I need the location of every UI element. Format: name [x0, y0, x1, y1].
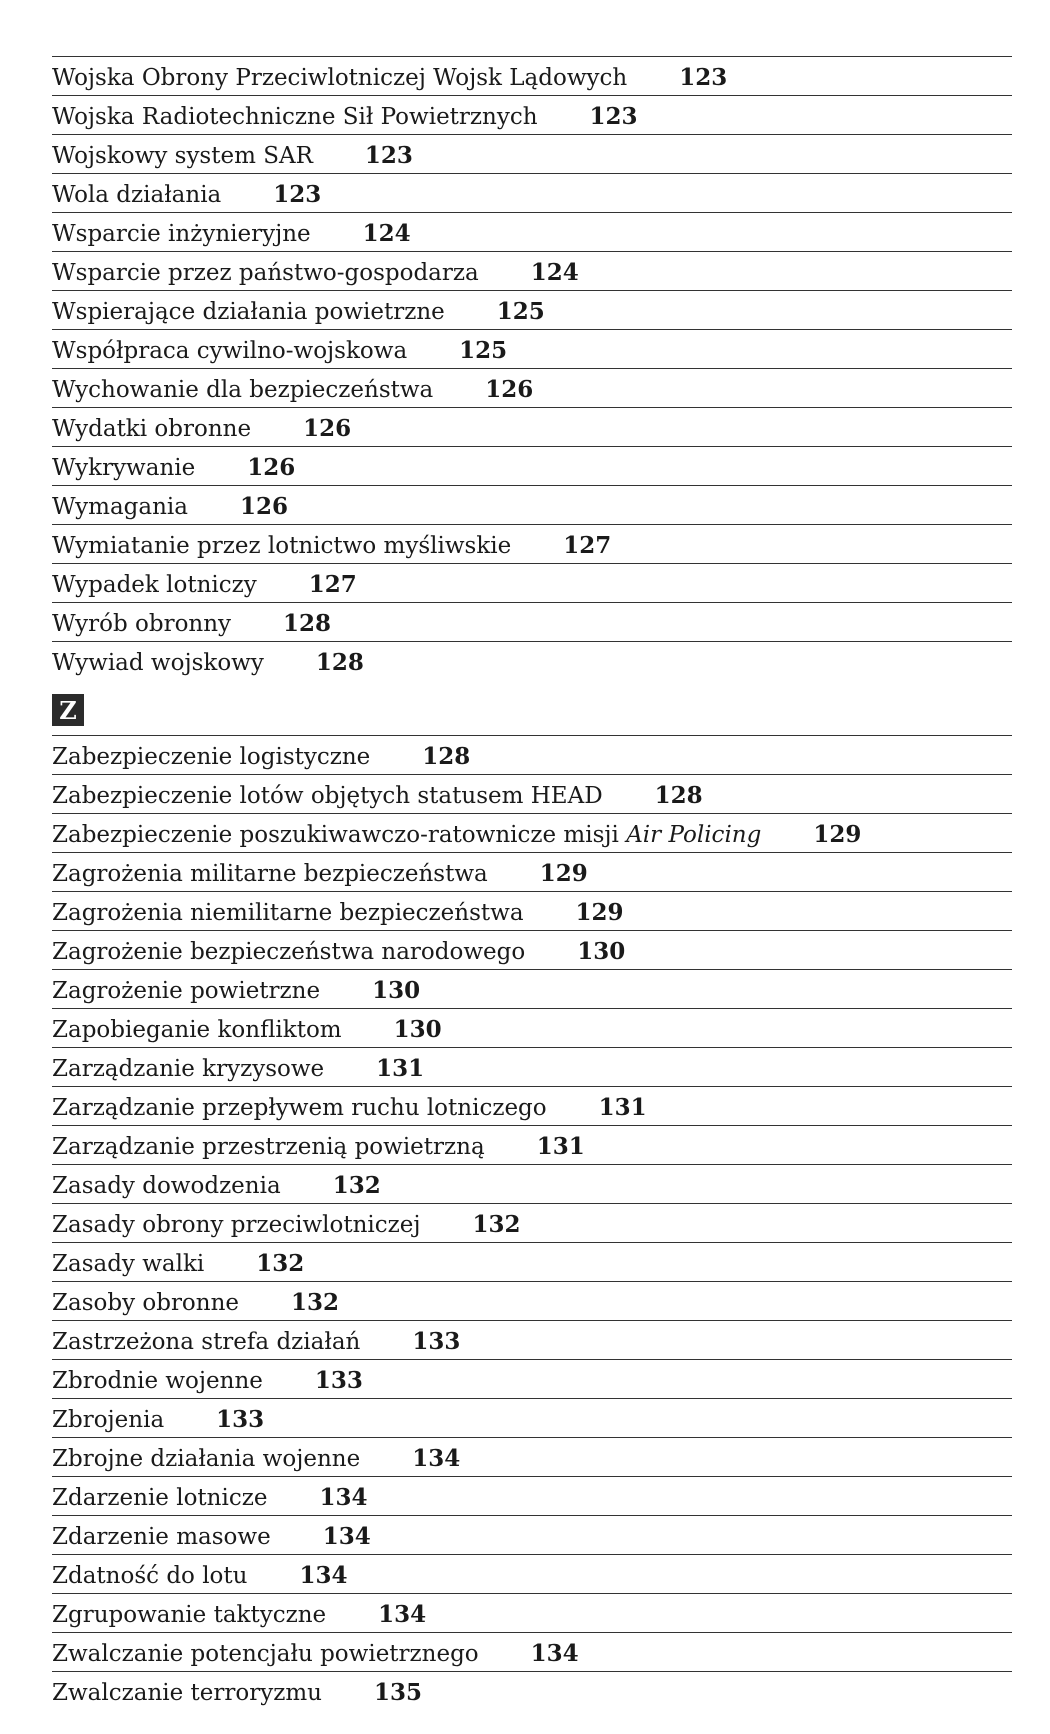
page-number: 127: [308, 571, 357, 598]
index-entry: [52, 446, 1012, 485]
index-entry: [52, 212, 1012, 251]
index-entry: [52, 563, 1012, 602]
index-entry: [52, 641, 1012, 680]
index-term-italic: Air Policing: [626, 822, 762, 848]
index-term: Zapobieganie konfliktom: [52, 1017, 342, 1043]
page-number: 124: [362, 220, 411, 247]
page-number: 123: [364, 142, 413, 169]
index-term: Wojskowy system SAR: [52, 143, 313, 169]
index-section-z: [52, 735, 1012, 1710]
index-term: Zasady obrony przeciwlotniczej: [52, 1212, 421, 1238]
index-entry: [52, 1320, 1012, 1359]
index-term: Zabezpieczenie logistyczne: [52, 744, 371, 770]
index-entry: [52, 407, 1012, 446]
index-term: Wykrywanie: [52, 455, 196, 481]
index-term: Zbrojenia: [52, 1407, 165, 1433]
index-term: Zagrożenia niemilitarne bezpieczeństwa: [52, 900, 524, 926]
page-number: 129: [813, 821, 862, 848]
page-number: 128: [283, 610, 332, 637]
index-entry: [52, 251, 1012, 290]
index-entry: [52, 1086, 1012, 1125]
index-term: Wyrób obronny: [52, 611, 232, 637]
page-number: 123: [589, 103, 638, 130]
page-number: 134: [530, 1640, 579, 1667]
page-number: 134: [412, 1445, 461, 1472]
index-term: Wola działania: [52, 182, 222, 208]
page-number: 134: [299, 1562, 348, 1589]
page-number: 132: [291, 1289, 340, 1316]
index-entry: [52, 735, 1012, 774]
index-entry: [52, 852, 1012, 891]
page-number: 135: [373, 1679, 422, 1706]
page-number: 133: [412, 1328, 461, 1355]
index-entry: [52, 1164, 1012, 1203]
page-number: 130: [577, 938, 626, 965]
page-number: 131: [376, 1055, 425, 1082]
index-entry: [52, 774, 1012, 813]
page-number: 128: [422, 743, 471, 770]
index-entry: [52, 969, 1012, 1008]
index-term: Zwalczanie potencjału powietrznego: [52, 1641, 479, 1667]
index-entry: [52, 524, 1012, 563]
index-term: Zabezpieczenie lotów objętych statusem HEAD: [52, 783, 603, 809]
index-term: Zgrupowanie taktyczne: [52, 1602, 327, 1628]
index-term-text: Zabezpieczenie poszukiwawczo-ratownicze misji: [52, 822, 627, 848]
index-entry: [52, 1242, 1012, 1281]
page-number: 130: [372, 977, 421, 1004]
page-number: 134: [378, 1601, 427, 1628]
index-term: Zdarzenie masowe: [52, 1524, 271, 1550]
index-entry: [52, 1515, 1012, 1554]
page-number: 123: [273, 181, 322, 208]
index-entry: [52, 891, 1012, 930]
page-number: 132: [472, 1211, 521, 1238]
index-term: Wspierające działania powietrzne: [52, 299, 445, 325]
index-term: Zdarzenie lotnicze: [52, 1485, 268, 1511]
page-number: 132: [256, 1250, 305, 1277]
index-term: Wsparcie przez państwo-gospodarza: [52, 260, 479, 286]
index-term: Wymagania: [52, 494, 188, 520]
index-entry: [52, 1671, 1012, 1710]
index-term: Zagrożenie powietrzne: [52, 978, 321, 1004]
index-entry: [52, 95, 1012, 134]
index-term: Wypadek lotniczy: [52, 572, 257, 598]
index-entry: [52, 1008, 1012, 1047]
index-term: Wychowanie dla bezpieczeństwa: [52, 377, 434, 403]
index-entry: [52, 134, 1012, 173]
index-entry: [52, 930, 1012, 969]
page-number: 133: [314, 1367, 363, 1394]
index-entry: [52, 368, 1012, 407]
index-entry: [52, 1281, 1012, 1320]
index-entry: [52, 329, 1012, 368]
index-entry: [52, 1476, 1012, 1515]
index-entry: [52, 1398, 1012, 1437]
index-entry: [52, 1632, 1012, 1671]
page-number: 125: [496, 298, 545, 325]
index-term: Zagrożenie bezpieczeństwa narodowego: [52, 939, 526, 965]
index-entry: [52, 485, 1012, 524]
index-entry: [52, 813, 1012, 852]
index-term: Zastrzeżona strefa działań: [52, 1329, 361, 1355]
index-term: Wojska Radiotechniczne Sił Powietrznych: [52, 104, 538, 130]
index-entry: [52, 173, 1012, 212]
index-term: Wsparcie inżynieryjne: [52, 221, 311, 247]
index-term: [52, 822, 761, 848]
index-entry: [52, 56, 1012, 95]
page-number: 134: [322, 1523, 371, 1550]
page-number: 125: [459, 337, 508, 364]
index-term: Zbrodnie wojenne: [52, 1368, 263, 1394]
index-term: Zbrojne działania wojenne: [52, 1446, 361, 1472]
page-number: 128: [654, 782, 703, 809]
page-number: 126: [239, 493, 288, 520]
page-number: 129: [539, 860, 588, 887]
index-entry: [52, 1125, 1012, 1164]
index-term: Wymiatanie przez lotnictwo myśliwskie: [52, 533, 512, 559]
page-number: 127: [563, 532, 612, 559]
page-number: 128: [315, 649, 364, 676]
page-number: 130: [393, 1016, 442, 1043]
page-number: 132: [332, 1172, 381, 1199]
page-number: 126: [485, 376, 534, 403]
page-number: 124: [530, 259, 579, 286]
index-entry: [52, 1437, 1012, 1476]
index-term: Współpraca cywilno-wojskowa: [52, 338, 408, 364]
index-entry: [52, 1593, 1012, 1632]
index-term: Zasoby obronne: [52, 1290, 240, 1316]
index-entry: [52, 1359, 1012, 1398]
index-entry: [52, 1047, 1012, 1086]
index-term: Zarządzanie przepływem ruchu lotniczego: [52, 1095, 547, 1121]
index-entry: [52, 290, 1012, 329]
index-term: Zdatność do lotu: [52, 1563, 248, 1589]
index-term: Wydatki obronne: [52, 416, 252, 442]
index-term: Zarządzanie kryzysowe: [52, 1056, 325, 1082]
index-term: Zagrożenia militarne bezpieczeństwa: [52, 861, 488, 887]
index-entry: [52, 602, 1012, 641]
page-number: 126: [247, 454, 296, 481]
index-term: Wywiad wojskowy: [52, 650, 264, 676]
page-number: 133: [216, 1406, 265, 1433]
page-number: 126: [303, 415, 352, 442]
section-letter-marker: Z: [52, 694, 84, 726]
page-number: 131: [536, 1133, 585, 1160]
index-entry: [52, 1203, 1012, 1242]
index-section-w: [52, 56, 1012, 680]
page-number: 123: [679, 64, 728, 91]
index-term: Zwalczanie terroryzmu: [52, 1680, 322, 1706]
index-entry: [52, 1554, 1012, 1593]
page-number: 134: [319, 1484, 368, 1511]
index-term: Zasady walki: [52, 1251, 205, 1277]
index-term: Zarządzanie przestrzenią powietrzną: [52, 1134, 485, 1160]
index-term: Wojska Obrony Przeciwlotniczej Wojsk Lądowych: [52, 65, 628, 91]
page-number: 131: [598, 1094, 647, 1121]
index-term: Zasady dowodzenia: [52, 1173, 281, 1199]
page-number: 129: [575, 899, 624, 926]
